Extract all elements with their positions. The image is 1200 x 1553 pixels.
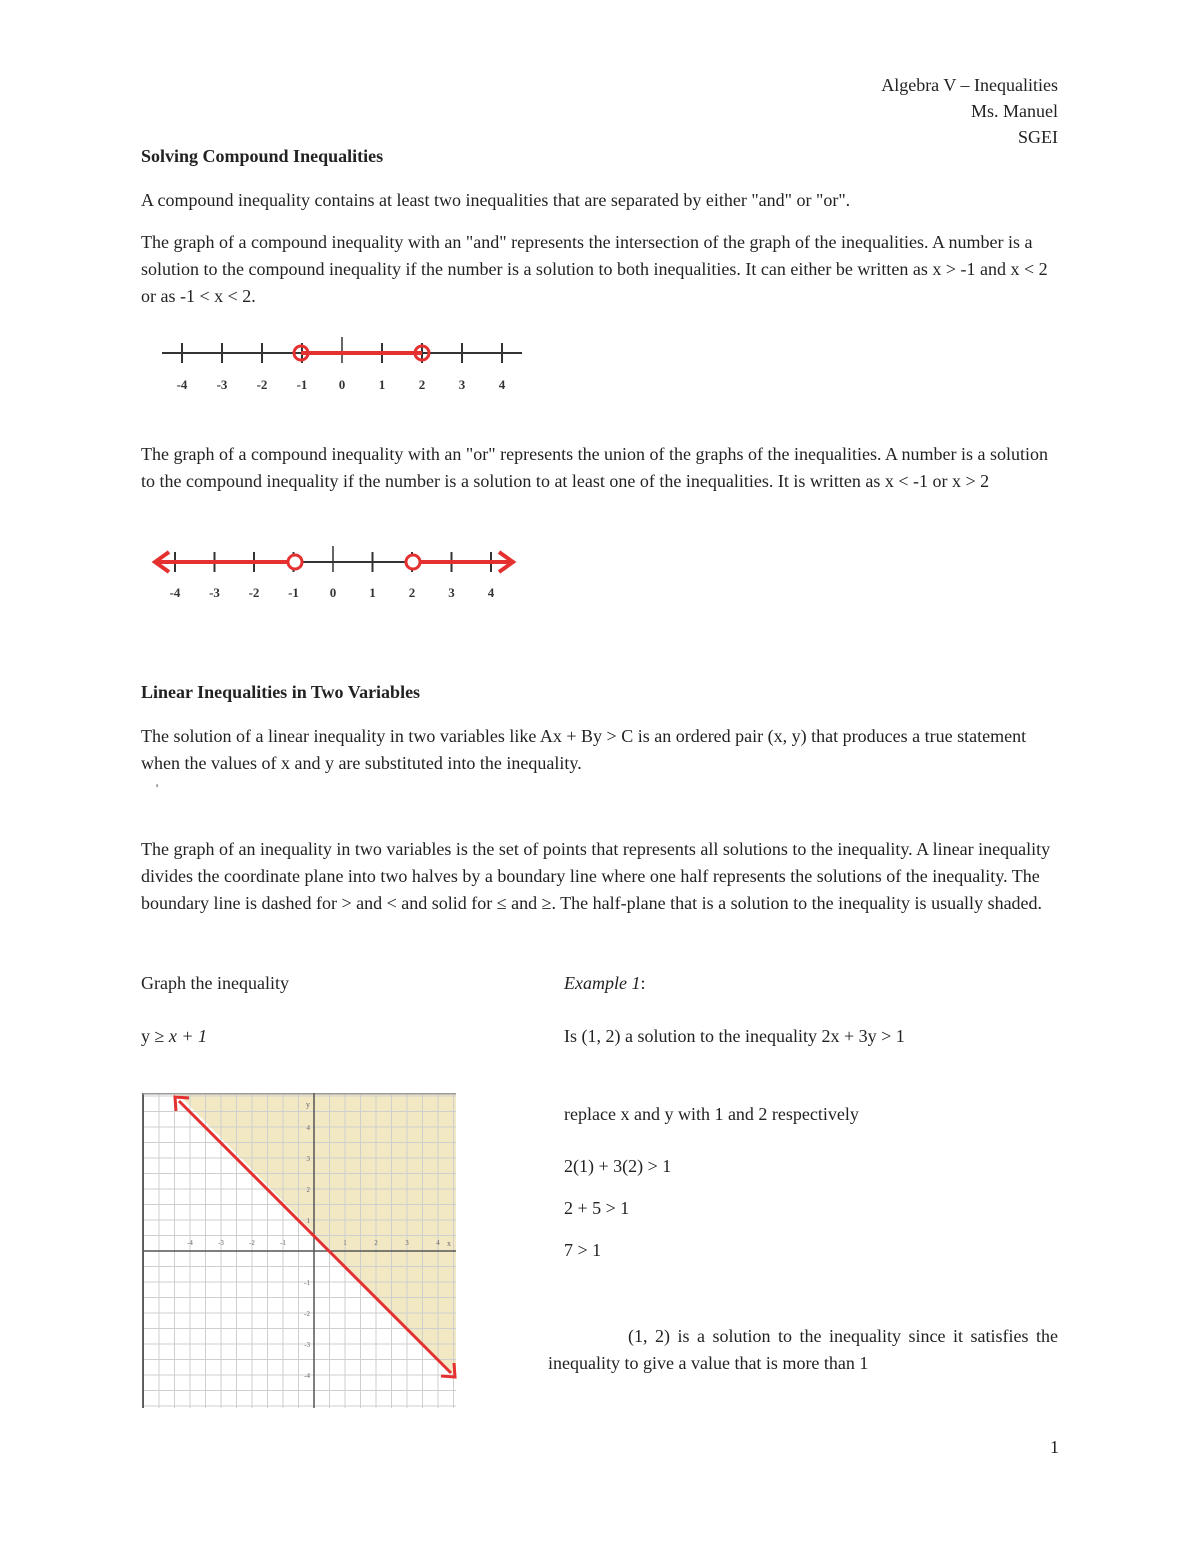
graph-prompt: Graph the inequality [141,973,289,993]
y-tick-label: -2 [304,1310,310,1318]
y-axis-label: y [306,1100,310,1109]
tick-label: 2 [418,377,426,392]
or-number-line [145,535,535,610]
inequality-expression: y ≥ x + 1 [141,1026,208,1046]
tick-label: -1 [288,585,299,600]
tick-label: 2 [408,585,416,600]
x-tick-label: -3 [218,1239,224,1247]
example-heading: Example 1: [564,973,646,993]
stray-mark: ' [156,781,159,795]
tick-label: 0 [338,377,346,392]
tick-label: 4 [498,377,506,392]
compound-intro: A compound inequality contains at least two inequalities that are separated by either "and" or "or". [141,190,851,210]
teacher-name: Ms. Manuel [971,101,1058,121]
y-tick-label: 4 [306,1124,310,1132]
tick-label: -2 [248,585,260,600]
linear-definition: The solution of a linear inequality in two variables like Ax + By > C is an ordered pair (x, y) that produces a true statement when the values of x and y are substituted into the inequality. [141,726,1027,773]
tick-label: -3 [209,585,220,600]
x-tick-label: -2 [249,1239,255,1247]
open-point-2 [406,555,420,569]
school-name: SGEI [1018,127,1058,147]
y-tick-label: -3 [304,1341,310,1349]
x-tick-label: -4 [187,1239,193,1247]
tick-label: -1 [296,377,308,392]
y-tick-label: -1 [304,1279,310,1287]
tick-label: -3 [216,377,228,392]
section-title-compound: Solving Compound Inequalities [141,146,384,166]
tick-label: 3 [458,377,466,392]
x-tick-label: 4 [436,1239,440,1247]
step-2: 2(1) + 3(2) > 1 [564,1156,672,1176]
y-tick-label: 1 [306,1217,310,1225]
y-tick-label: 2 [306,1186,310,1194]
tick-label: 3 [448,585,455,600]
tick-label: -2 [256,377,268,392]
x-tick-label: 1 [343,1239,347,1247]
graph-explanation: The graph of an inequality in two variables is the set of points that represents all solutions to the inequality. A linear inequality divides the coordinate plane into two halves by a boundary line where one half represents the solutions of the inequality. The boundary line is dashed for > and < and solid for ≤ and ≥. The half-plane that is a solution to the inequality is usually shaded. [141,839,1051,913]
coordinate-plane [141,1093,461,1413]
tick-label: -4 [176,377,188,392]
x-tick-label: 3 [405,1239,409,1247]
open-point-neg1 [288,555,302,569]
y-tick-label: 3 [306,1155,310,1163]
tick-label: -4 [169,585,181,600]
example-conclusion: (1, 2) is a solution to the inequality since it satisfies the inequality to give a value that is more than 1 [548,1326,1058,1373]
page-number: 1 [1050,1437,1059,1457]
x-tick-label: 2 [374,1239,378,1247]
and-number-line [150,325,540,400]
or-ticks [175,546,491,572]
tick-label: 4 [487,585,495,600]
step-3: 2 + 5 > 1 [564,1198,630,1218]
step-1: replace x and y with 1 and 2 respectively [564,1104,859,1124]
tick-label: 1 [378,377,386,392]
or-tick-labels [170,585,495,600]
step-4: 7 > 1 [564,1240,602,1260]
page-header [881,72,1058,150]
course-title: Algebra V – Inequalities [881,75,1058,95]
and-tick-labels [177,377,506,392]
x-axis-label: x [447,1239,451,1248]
example-question: Is (1, 2) a solution to the inequality 2x + 3y > 1 [564,1026,905,1046]
y-tick-label: -4 [304,1372,310,1380]
x-tick-label: -1 [280,1239,286,1247]
or-paragraph: The graph of a compound inequality with an "or" represents the union of the graphs of the inequalities. A number is a solution to the compound inequality if the number is a solution to at least one of the inequalities. It is written as x < -1 or x > 2 [141,444,1048,491]
and-paragraph: The graph of a compound inequality with an "and" represents the intersection of the graph of the inequalities. A number is a solution to the compound inequality if the number is a solution to both inequalities. It can either be written as x > -1 and x < 2 or as -1 < x < 2. [141,232,1048,306]
section-title-linear: Linear Inequalities in Two Variables [141,682,421,702]
tick-label: 0 [329,585,337,600]
and-ticks [182,337,502,363]
tick-label: 1 [369,585,376,600]
